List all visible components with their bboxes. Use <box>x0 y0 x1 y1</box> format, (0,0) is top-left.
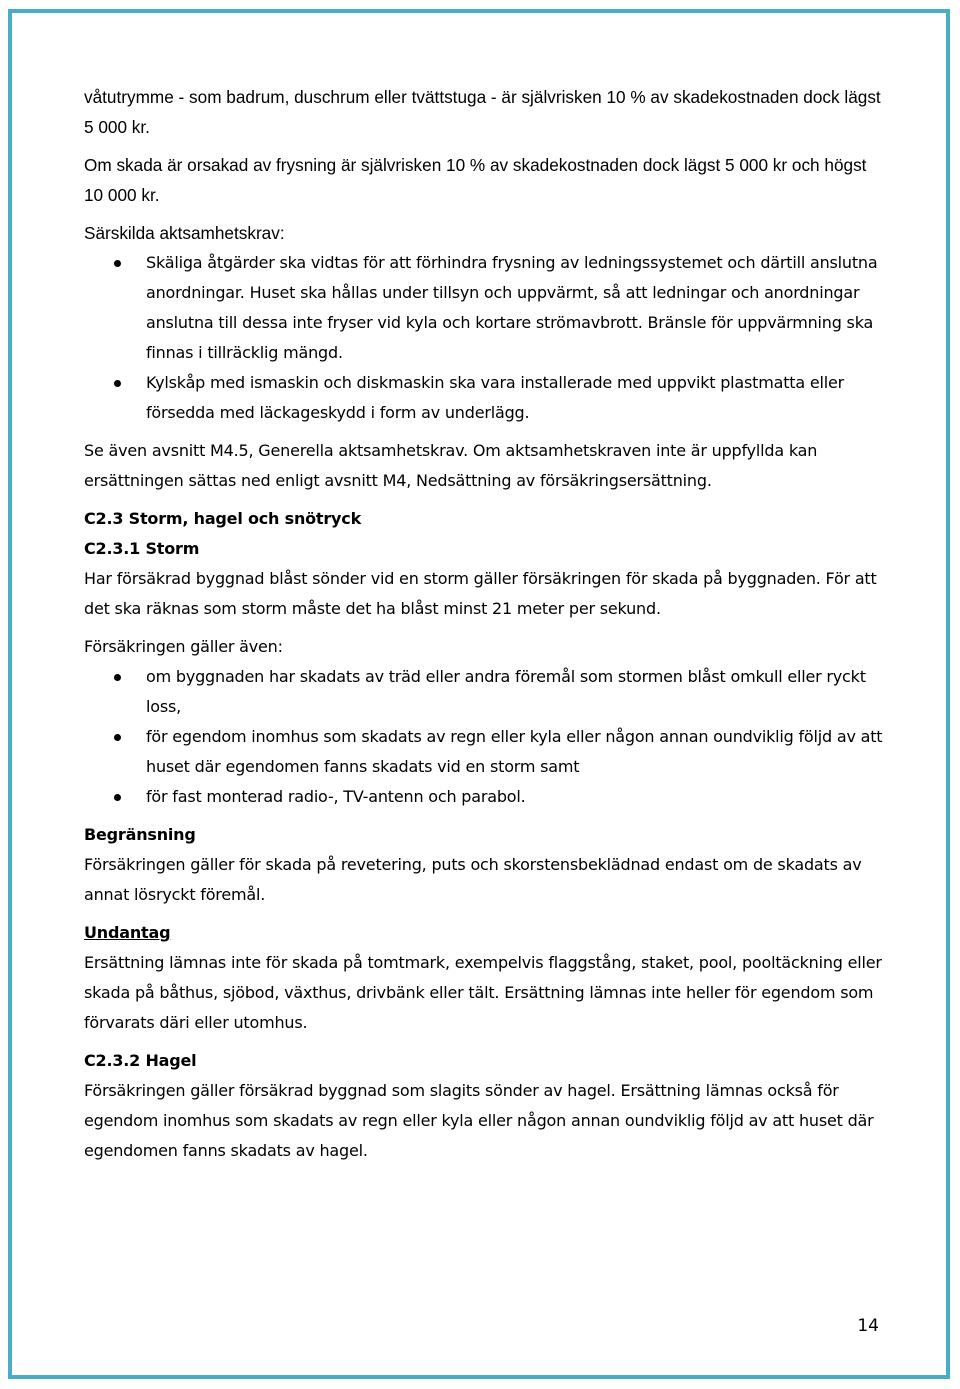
list-item <box>84 662 884 722</box>
bullet-icon <box>114 734 121 741</box>
list-item <box>84 782 884 812</box>
bullet-icon <box>114 674 121 681</box>
page-number: 14 <box>857 1316 879 1336</box>
heading-limitation: Begränsning <box>84 825 196 844</box>
section-heading: C2.3 Storm, hagel och snötryck <box>84 509 362 528</box>
bullet-icon <box>114 260 121 267</box>
list-item <box>84 368 884 428</box>
list-item <box>84 722 884 782</box>
paragraph-hail: Försäkringen gäller försäkrad byggnad som slagits sönder av hagel. Ersättning lämnas också för egendom inomhus som skadats av regn eller kyla eller någon annan oundviklig följd av att huset där egendomen fanns skadats av hagel. <box>84 1081 874 1160</box>
heading-exception: Undantag <box>84 923 171 942</box>
list-item-text: Kylskåp med ismaskin och diskmaskin ska vara installerade med uppvikt plastmatta eller försedda med läckageskydd i form av underlägg. <box>146 373 845 422</box>
paragraph-special-care-requirements: Särskilda aktsamhetskrav: <box>84 223 285 243</box>
bullet-icon <box>114 794 121 801</box>
paragraph-also-covered: Försäkringen gäller även: <box>84 637 283 656</box>
list-item-text: Skäliga åtgärder ska vidtas för att förhindra frysning av ledningssystemet och därtill anslutna anordningar. <box>146 253 878 302</box>
paragraph-exception: Ersättning lämnas inte för skada på tomtmark, exempelvis flaggstång, staket, pool, pooltäckning eller skada på båthus, sjöbod, växthus, drivbänk eller tält. Ersättning lämnas inte heller för egendom som förvarats däri eller utomhus. <box>84 953 882 1032</box>
subsection-heading-hail: C2.3.2 Hagel <box>84 1051 197 1070</box>
paragraph-deductible-wetroom: våtutrymme - som badrum, duschrum eller tvättstuga - är självrisken 10 % av skadekostnaden dock lägst 5 000 kr. <box>84 87 881 137</box>
list-item-text: för egendom inomhus som skadats av regn eller kyla eller någon annan oundviklig följd av att huset där egendomen fanns skadats vid en storm samt <box>146 727 883 776</box>
care-requirements-list <box>84 248 884 428</box>
paragraph-storm-definition: Har försäkrad byggnad blåst sönder vid en storm gäller försäkringen för skada på byggnaden. För att det ska räknas som storm måste det ha blåst minst 21 meter per sekund. <box>84 569 877 618</box>
bullet-icon <box>114 380 121 387</box>
document-body <box>84 82 884 1166</box>
paragraph-limitation: Försäkringen gäller för skada på revetering, puts och skorstensbeklädnad endast om de skadats av annat lösryckt föremål. <box>84 855 862 904</box>
subsection-heading-storm: C2.3.1 Storm <box>84 539 200 558</box>
also-covered-list <box>84 662 884 812</box>
list-item <box>84 248 884 368</box>
list-item-text-continued: Huset ska hållas under tillsyn och uppvärmt, så att ledningar och anordningar anslutna till dessa inte fryser vid kyla och kortare strömavbrott. Bränsle för uppvärmning ska finnas i tillräcklig mängd. <box>146 283 874 362</box>
paragraph-see-also: Se även avsnitt M4.5, Generella aktsamhetskrav. Om aktsamhetskraven inte är uppfyllda kan ersättningen sättas ned enligt avsnitt M4, Nedsättning av försäkringsersättning. <box>84 441 818 490</box>
list-item-text: om byggnaden har skadats av träd eller andra föremål som stormen blåst omkull eller ryckt loss, <box>146 667 866 716</box>
list-item-text: för fast monterad radio-, TV-antenn och parabol. <box>146 787 526 806</box>
paragraph-freezing-deductible: Om skada är orsakad av frysning är självrisken 10 % av skadekostnaden dock lägst 5 000 kr och högst 10 000 kr. <box>84 155 867 205</box>
